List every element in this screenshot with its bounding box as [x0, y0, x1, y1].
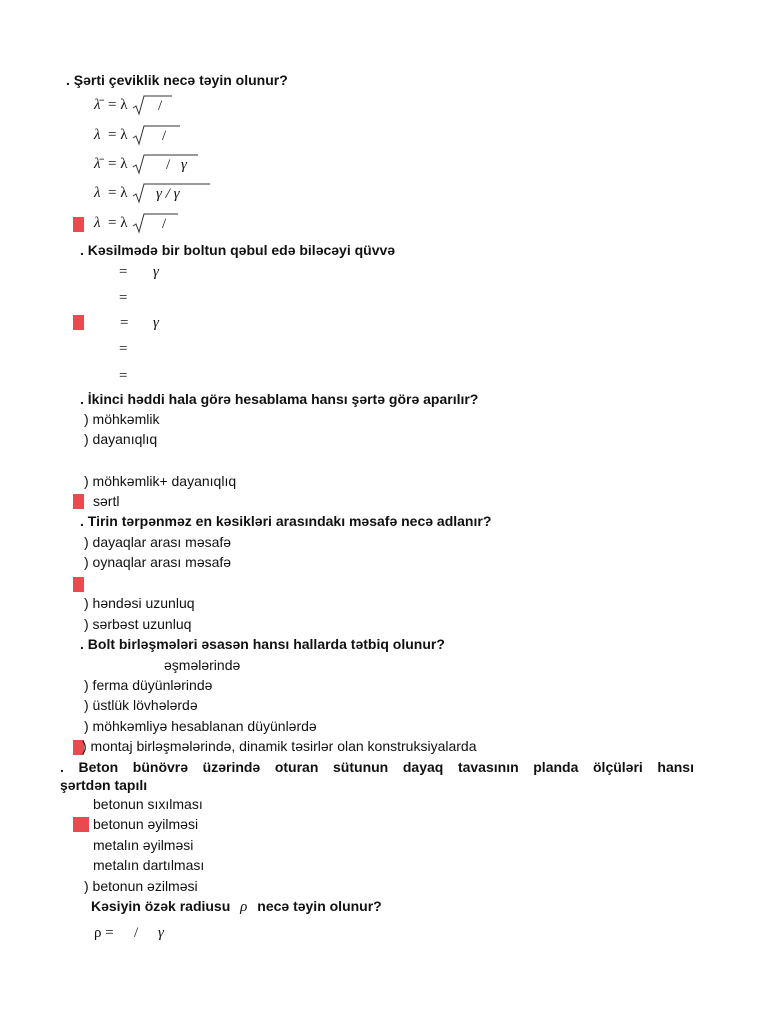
question-2-title: . Kəsilmədə bir boltun qəbul edə biləcəyi qüvvə — [80, 242, 396, 258]
answer-option[interactable]: ) dayanıqlıq — [84, 431, 158, 447]
question-6-title-line2: şərtdən tapılı — [60, 777, 148, 793]
formula-option-rho[interactable] — [94, 922, 184, 944]
answer-option[interactable]: ) montaj birləşmələrində, dinamik təsirlər olan konstruksiyalarda — [82, 738, 477, 754]
answer-option[interactable]: ) sərbəst uzunluq — [84, 616, 192, 632]
question-7-title — [91, 897, 382, 916]
sqrt-sign — [132, 153, 198, 175]
answer-option[interactable] — [115, 288, 175, 308]
rho-symbol: ρ — [240, 899, 248, 915]
answer-option[interactable]: metalın əyilməsi — [93, 837, 194, 853]
formula-lhs: λ̄ — [94, 97, 101, 113]
equals-sign: = — [119, 264, 128, 280]
formula-fraction: γ / γ — [156, 186, 180, 202]
equals-sign: = — [120, 315, 129, 331]
formula-lhs: λ — [94, 127, 101, 143]
formula-fraction: / — [162, 128, 167, 144]
formula-option-2[interactable] — [92, 124, 212, 146]
formula-gamma: γ — [158, 925, 164, 941]
sqrt-sign — [132, 212, 178, 234]
answer-marker — [73, 817, 89, 832]
formula-lhs: ρ = — [94, 925, 114, 941]
question-7-title-pre: Kəsiyin özək radiusu — [91, 898, 231, 914]
equals-sign: = — [119, 368, 128, 384]
formula-option-3[interactable] — [92, 153, 222, 175]
answer-option[interactable]: metalın dartılması — [93, 857, 205, 873]
question-5-title: . Bolt birləşmələri əsasən hansı hallarda tətbiq olunur? — [80, 636, 445, 652]
answer-option[interactable]: ) möhkəmlik+ dayanıqlıq — [84, 473, 237, 489]
sqrt-sign — [132, 94, 172, 116]
formula-lhs: λ̄ — [94, 156, 101, 172]
equals-sign: = — [119, 290, 128, 306]
answer-option[interactable]: ) betonun əzilməsi — [84, 878, 198, 894]
answer-marker — [73, 315, 84, 330]
formula-fraction: / — [134, 925, 139, 941]
answer-option[interactable] — [115, 366, 175, 386]
answer-option[interactable]: ) üstlük lövhələrdə — [84, 697, 198, 713]
formula-option-5[interactable] — [92, 212, 212, 234]
answer-option[interactable] — [115, 313, 175, 333]
formula-fraction: / — [158, 98, 163, 114]
formula-gamma: γ — [181, 157, 187, 173]
formula-rest: = λ — [108, 215, 128, 231]
answer-option[interactable]: betonun sıxılması — [93, 796, 203, 812]
answer-option[interactable]: ) ferma düyünlərində — [84, 677, 213, 693]
answer-option[interactable]: betonun əyilməsi — [93, 816, 199, 832]
formula-option-1[interactable] — [92, 94, 212, 116]
question-7-title-post: necə təyin olunur? — [257, 898, 382, 914]
formula-rest: = λ — [108, 156, 128, 172]
answer-marker — [73, 577, 84, 592]
answer-option[interactable] — [115, 339, 175, 359]
question-3-title: . İkinci həddi hala görə hesablama hansı şərtə görə aparılır? — [80, 391, 479, 407]
question-1-title: . Şərti çeviklik necə təyin olunur? — [66, 72, 288, 88]
answer-option[interactable]: ) möhkəmlik — [84, 411, 160, 427]
formula-rest: = λ — [108, 185, 128, 201]
formula-rest: = λ — [108, 97, 128, 113]
formula-fraction: / — [162, 216, 167, 232]
answer-option[interactable] — [115, 262, 175, 282]
answer-option[interactable]: ) möhkəmliyə hesablanan düyünlərdə — [84, 718, 317, 734]
formula-option-4[interactable] — [92, 182, 222, 204]
formula-lhs: λ — [94, 185, 101, 201]
formula-gamma: γ — [153, 264, 159, 280]
question-6-title-line1: . Beton bünövrə üzərində oturan sütunun dayaq tavasının planda ölçüləri hansı — [60, 759, 694, 775]
answer-option[interactable]: sərtl — [93, 493, 120, 509]
formula-fraction: / — [166, 157, 171, 173]
answer-option[interactable]: əşmələrində — [164, 657, 241, 673]
question-4-title: . Tirin tərpənməz en kəsikləri arasındakı məsafə necə adlanır? — [80, 513, 492, 529]
answer-marker — [73, 217, 84, 232]
equals-sign: = — [119, 341, 128, 357]
formula-gamma: γ — [153, 315, 159, 331]
sqrt-sign — [132, 124, 180, 146]
answer-option[interactable]: ) dayaqlar arası məsafə — [84, 534, 232, 550]
answer-option[interactable]: ) həndəsi uzunluq — [84, 595, 195, 611]
answer-marker — [73, 494, 84, 509]
answer-option[interactable]: ) oynaqlar arası məsafə — [84, 554, 232, 570]
formula-rest: = λ — [108, 127, 128, 143]
formula-lhs: λ — [94, 215, 101, 231]
